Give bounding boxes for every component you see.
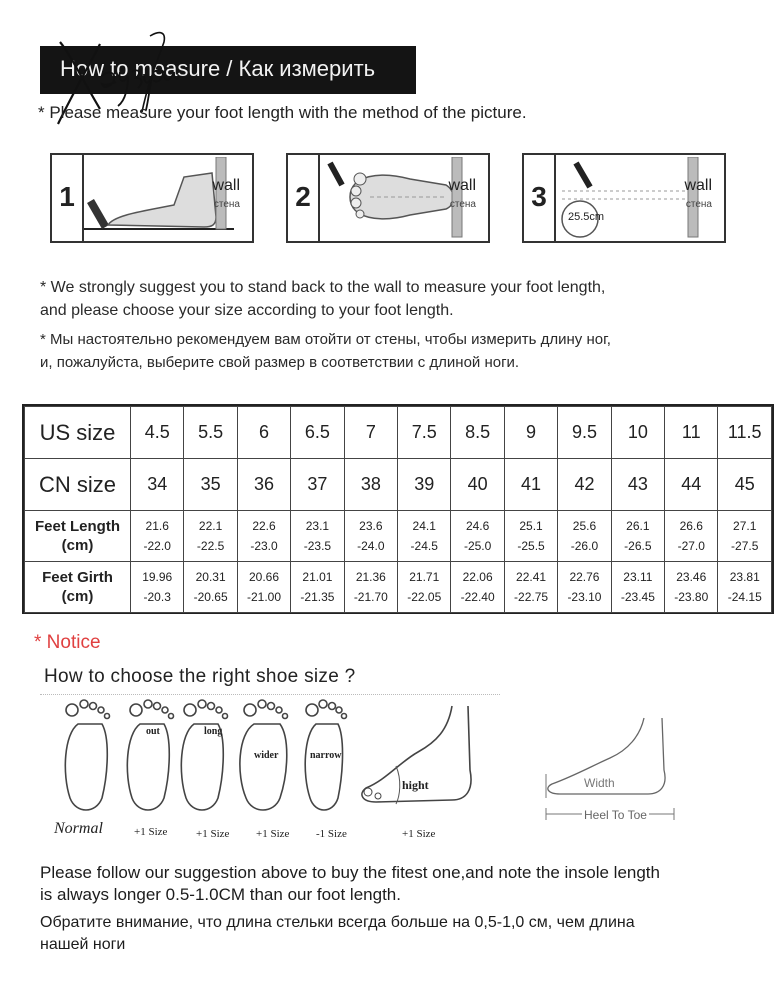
bottom-note-en (40, 862, 660, 906)
foot-caption-wider: +1 Size (256, 828, 290, 840)
cell-value: 20.31 (195, 570, 226, 584)
foot-side-measure-icon (84, 157, 244, 239)
cell-value: 23.81 (729, 570, 760, 584)
size-table-cell (131, 459, 184, 511)
size-table-cell (611, 511, 664, 562)
cell-value: 25.6 (572, 519, 597, 533)
cell-value: 9.5 (571, 422, 597, 442)
size-table-cell (665, 407, 718, 459)
size-table-cell (504, 511, 557, 562)
cell-value: 21.01 (302, 570, 333, 584)
size-table-cell (451, 407, 504, 459)
wall-label: wall (684, 177, 712, 194)
size-table-row-label (25, 459, 131, 511)
suggestion-en-line1: * We strongly suggest you to stand back to the wall to measure your foot length, (40, 279, 606, 296)
cell-value: -27.5 (731, 539, 759, 553)
cell-value: 23.46 (676, 570, 707, 584)
foot-label-narrow: narrow (310, 750, 342, 761)
size-table-cell (665, 511, 718, 562)
size-table-cell (291, 511, 344, 562)
cell-value: 22.76 (569, 570, 600, 584)
size-table-row-label (25, 511, 131, 562)
bottom-note-ru-line1: Обратите внимание, что длина стельки всегда больше на 0,5-1,0 см, чем длина (40, 914, 635, 931)
size-table-cell (665, 459, 718, 511)
size-table-cell (451, 459, 504, 511)
size-table-cell (451, 511, 504, 562)
cell-value: 6.5 (304, 422, 330, 442)
size-table-cell (504, 459, 557, 511)
cell-value: 21.36 (355, 570, 386, 584)
cell-value: 39 (414, 474, 435, 494)
size-table-row (25, 459, 772, 511)
cell-value: 35 (200, 474, 221, 494)
cell-value: 36 (254, 474, 275, 494)
suggestion-ru-line2: и, пожалуйста, выберите свой размер в соответствии с длиной ноги. (40, 354, 520, 371)
size-table-row-label (25, 407, 131, 459)
size-table-cell (398, 407, 451, 459)
cell-value: 11.5 (727, 422, 762, 442)
cell-value: -22.0 (143, 539, 171, 553)
cell-value: -21.00 (247, 590, 282, 604)
size-table-cell (611, 459, 664, 511)
size-table-cell (558, 511, 611, 562)
size-table-cell (398, 562, 451, 613)
size-table-cell (558, 459, 611, 511)
cell-value: 27.1 (733, 519, 757, 533)
size-table-cell (451, 562, 504, 613)
cell-value: -24.15 (727, 590, 762, 604)
cell-value: 38 (360, 474, 381, 494)
cell-value: 22.1 (198, 519, 223, 533)
foot-label-hight: hight (402, 778, 429, 792)
heel-to-toe-label: Heel To Toe (584, 808, 647, 822)
wall-label-ru: стена (213, 199, 240, 210)
size-table-cell (344, 459, 397, 511)
bottom-note-en-line1: Please follow our suggestion above to buy the fitest one,and note the insole length (40, 863, 660, 882)
foot-caption-normal: Normal (54, 820, 103, 837)
step-number: 1 (59, 181, 75, 212)
wall-label-ru: стена (449, 199, 476, 210)
size-table-cell (184, 459, 237, 511)
cell-value: -23.80 (674, 590, 709, 604)
cell-value: 26.6 (679, 519, 703, 533)
wall-label: wall (212, 177, 240, 194)
cell-value: -23.5 (303, 539, 332, 553)
size-table-cell (237, 562, 290, 613)
size-table-row (25, 562, 772, 613)
foot-side-high-instep-icon (356, 700, 486, 820)
foot-label-out: out (146, 726, 160, 737)
cell-value: 7 (365, 422, 376, 442)
cell-value: 8.5 (465, 422, 491, 442)
size-table-cell (237, 407, 290, 459)
cell-value: 21.6 (145, 519, 169, 533)
suggestion-ru (40, 328, 611, 374)
cell-value: -22.40 (460, 590, 495, 604)
cell-value: 23.1 (305, 519, 330, 533)
cell-value: -22.5 (196, 539, 225, 553)
size-table-cell (718, 407, 772, 459)
row-label-text: US size (39, 419, 116, 445)
size-table-cell (291, 562, 344, 613)
cell-value: -26.5 (624, 539, 652, 553)
size-table-cell (611, 407, 664, 459)
choose-size-heading: How to choose the right shoe size ? (44, 666, 356, 687)
size-table-cell (558, 407, 611, 459)
cell-value: 4.5 (144, 422, 170, 442)
cell-value: -20.65 (193, 590, 228, 604)
cell-value: -21.70 (353, 590, 388, 604)
size-table-cell (558, 562, 611, 613)
cell-value: 45 (734, 474, 755, 494)
cell-value: 10 (627, 422, 648, 442)
cell-value: -23.0 (250, 539, 278, 553)
cell-value: 37 (307, 474, 328, 494)
size-table-cell (131, 511, 184, 562)
cell-value: 22.06 (462, 570, 493, 584)
step-2-panel (286, 153, 490, 243)
cell-value: 24.6 (465, 519, 490, 533)
row-label-text: Feet Girth (42, 569, 113, 586)
step-number: 2 (295, 181, 311, 212)
size-table-cell (718, 459, 772, 511)
cell-value: 20.66 (249, 570, 280, 584)
size-table-cell (344, 562, 397, 613)
cell-value: -22.05 (407, 590, 442, 604)
cell-value: 19.96 (142, 570, 173, 584)
row-label-text: (cm) (61, 588, 94, 605)
cell-value: 25.1 (519, 519, 543, 533)
cell-value: 34 (147, 474, 168, 494)
measure-instruction: * Please measure your foot length with the method of the picture. (38, 103, 527, 122)
cell-value: 23.6 (359, 519, 383, 533)
row-label-text: (cm) (61, 537, 94, 554)
cell-value: -25.0 (463, 539, 492, 553)
cell-value: 26.1 (626, 519, 650, 533)
size-table-row-label (25, 562, 131, 613)
size-table-cell (611, 562, 664, 613)
measure-value: 25.5cm (568, 211, 605, 223)
cell-value: -22.75 (514, 590, 549, 604)
cell-value: -24.0 (357, 539, 385, 553)
cell-value: 42 (574, 474, 595, 494)
size-table-cell (291, 407, 344, 459)
row-label-text: Feet Length (35, 518, 120, 535)
step-number-box (524, 155, 556, 241)
foot-caption-hight: +1 Size (402, 828, 436, 840)
size-table-cell (398, 511, 451, 562)
size-table-cell (184, 407, 237, 459)
wall-label: wall (448, 177, 476, 194)
size-table-cell (344, 407, 397, 459)
step-3-panel (522, 153, 726, 243)
cell-value: 6 (259, 422, 270, 442)
size-table-cell (665, 562, 718, 613)
size-chart-table (22, 404, 774, 614)
cell-value: 9 (526, 422, 537, 442)
step-number-box (52, 155, 84, 241)
header-title: How to measure / Как измерить (60, 56, 376, 81)
size-table-cell (718, 562, 772, 613)
bottom-note-ru (40, 912, 635, 956)
cell-value: -24.5 (410, 539, 438, 553)
cell-value: 23.11 (623, 570, 653, 584)
width-label: Width (584, 776, 615, 790)
notice-title: * Notice (34, 632, 101, 653)
foot-label-long: long (204, 726, 223, 737)
wall-label-ru: стена (685, 199, 712, 210)
size-table-cell (504, 562, 557, 613)
foot-caption-long: +1 Size (196, 828, 230, 840)
size-table-cell (237, 459, 290, 511)
row-label-text: CN size (38, 471, 116, 497)
cell-value: 5.5 (198, 422, 224, 442)
size-table-row (25, 511, 772, 562)
cell-value: 43 (627, 474, 648, 494)
cell-value: -25.5 (517, 539, 545, 553)
foot-caption-narrow: -1 Size (316, 828, 347, 840)
size-table-cell (344, 511, 397, 562)
cell-value: 24.1 (412, 519, 436, 533)
foot-label-wider: wider (254, 750, 279, 761)
cell-value: -20.3 (143, 590, 171, 604)
size-table-cell (398, 459, 451, 511)
cell-value: 21.71 (409, 570, 440, 584)
size-table-cell (718, 511, 772, 562)
step-number-box (288, 155, 320, 241)
size-table-cell (291, 459, 344, 511)
bottom-note-ru-line2: нашей ноги (40, 936, 126, 953)
foot-top-measure-icon (320, 157, 480, 239)
cell-value: 11 (681, 422, 701, 442)
ruler-measure-icon (556, 157, 716, 239)
cell-value: -27.0 (677, 539, 705, 553)
cell-value: 22.41 (516, 570, 547, 584)
size-table-row (25, 407, 772, 459)
suggestion-ru-line1: * Мы настоятельно рекомендуем вам отойти от стены, чтобы измерить длину ног, (40, 331, 611, 348)
size-table-cell (237, 511, 290, 562)
cell-value: 22.6 (252, 519, 276, 533)
bottom-note-en-line2: is always longer 0.5-1.0CM than our foot length. (40, 885, 401, 904)
step-number: 3 (531, 181, 547, 212)
cell-value: -26.0 (570, 539, 599, 553)
foot-caption-out: +1 Size (134, 826, 168, 838)
cell-value: -23.10 (567, 590, 602, 604)
step-1-panel (50, 153, 254, 243)
cell-value: 44 (681, 474, 702, 494)
size-table-cell (504, 407, 557, 459)
suggestion-en-line2: and please choose your size according to your foot length. (40, 302, 454, 319)
cell-value: 7.5 (411, 422, 437, 442)
cell-value: 40 (467, 474, 488, 494)
size-table-cell (131, 562, 184, 613)
suggestion-en (40, 276, 605, 322)
size-table-cell (184, 511, 237, 562)
size-table-cell (184, 562, 237, 613)
cell-value: -23.45 (620, 590, 655, 604)
cell-value: 41 (521, 474, 542, 494)
cell-value: -21.35 (300, 590, 335, 604)
size-table-cell (131, 407, 184, 459)
